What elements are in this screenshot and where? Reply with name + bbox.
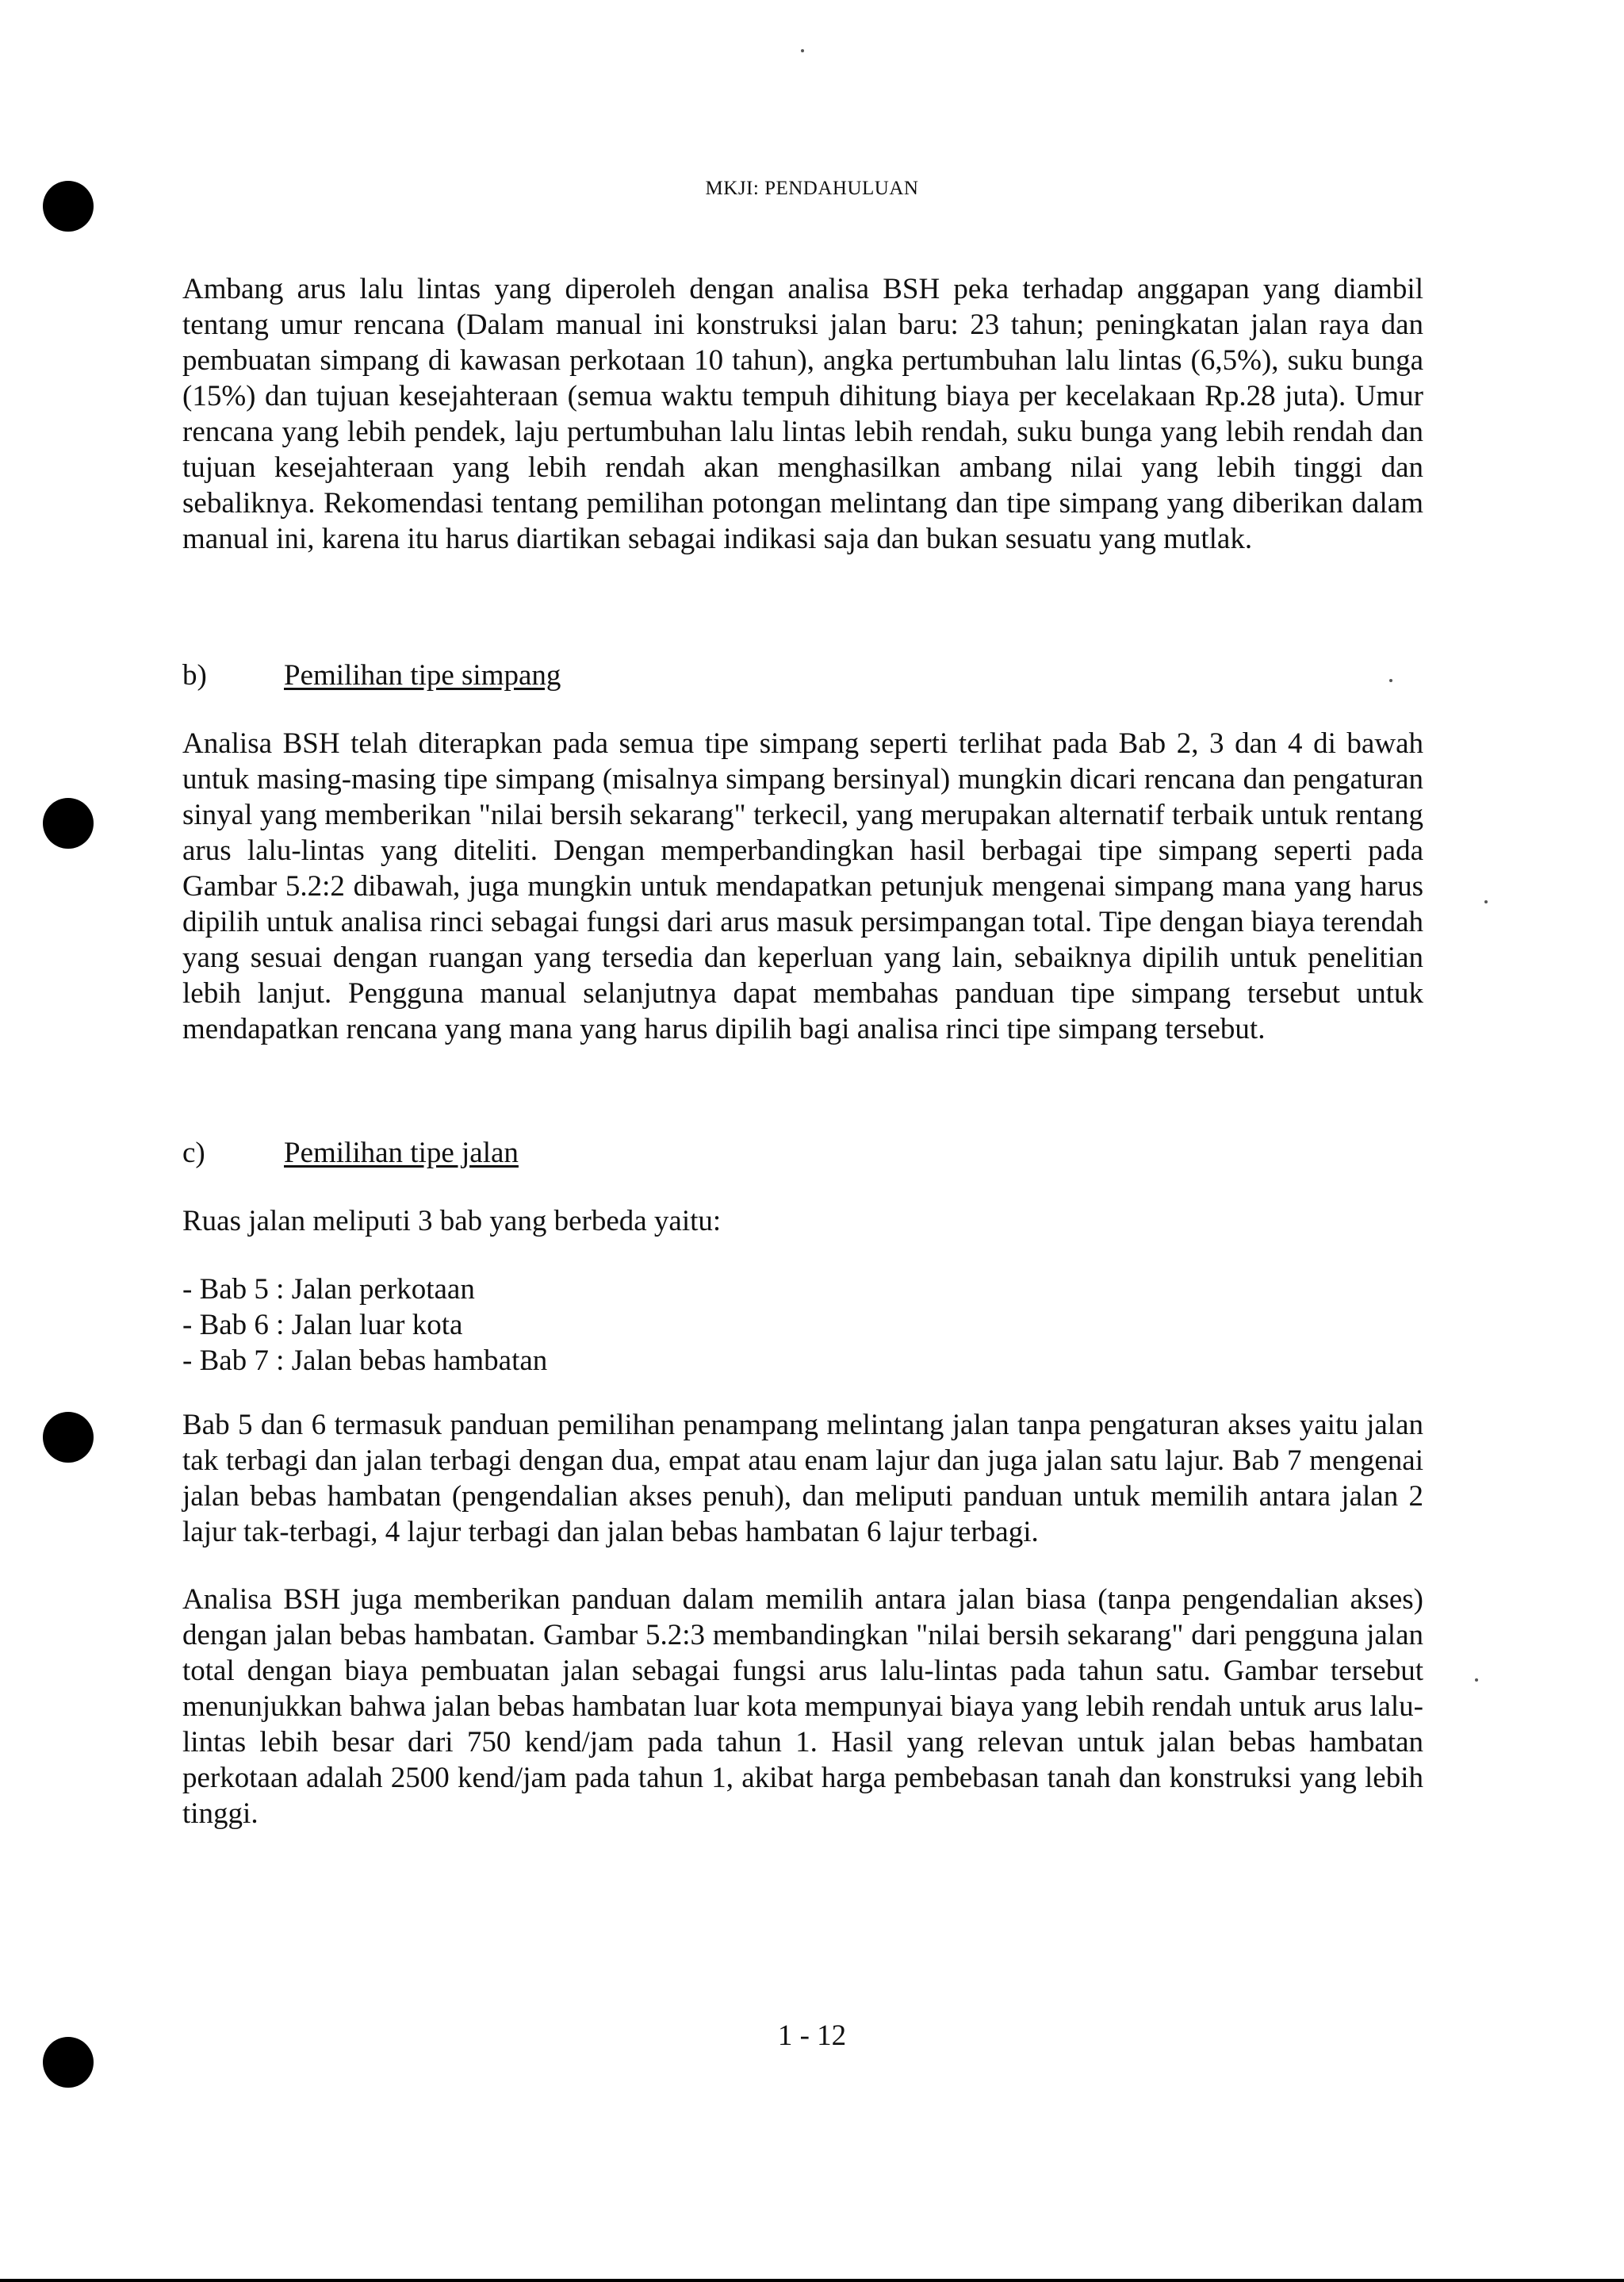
list-item: - Bab 5 : Jalan perkotaan (182, 1273, 475, 1306)
scan-speck (801, 49, 804, 52)
section-c-title: Pemilihan tipe jalan (284, 1137, 519, 1169)
punch-hole-mark (43, 1412, 94, 1463)
page-number: 1 - 12 (777, 2019, 847, 2052)
list-item: - Bab 7 : Jalan bebas hambatan (182, 1344, 548, 1377)
section-c-letter: c) (182, 1137, 205, 1169)
punch-hole-mark (43, 798, 94, 849)
scan-speck (1484, 900, 1488, 903)
running-header: MKJI: PENDAHULUAN (705, 178, 919, 199)
intro-paragraph: Ambang arus lalu lintas yang diperoleh dengan analisa BSH peka terhadap anggapan yang diambil tentang umur rencana (Dalam manual ini konstruksi jalan baru: 23 tahun; peningkatan jalan raya dan pembuatan simpang di kawasan perkotaan 10 tahun), angka pertumbuhan lalu lintas (6,5%), suku bunga (15%) dan tujuan kesejahteraan (semua waktu tempuh dihitung biaya per kecelakaan Rp.28 juta). Umur rencana yang lebih pendek, laju pertumbuhan lalu lintas lebih rendah, suku bunga yang lebih rendah dan tujuan kesejahteraan yang lebih rendah akan menghasilkan ambang nilai yang lebih tinggi dan sebaliknya. Rekomendasi tentang pemilihan potongan melintang dan tipe simpang yang diberikan dalam manual ini, karena itu harus diartikan sebagai indikasi saja dan bukan sesuatu yang mutlak. (182, 273, 1423, 555)
section-c-paragraph-1: Bab 5 dan 6 termasuk panduan pemilihan penampang melintang jalan tanpa pengaturan akses yaitu jalan tak terbagi dan jalan terbagi dengan dua, empat atau enam lajur dan juga jalan satu lajur. Bab 7 mengenai jalan bebas hambatan (pengendalian akses penuh), dan meliputi panduan untuk memilih antara jalan 2 lajur tak-terbagi, 4 lajur terbagi dan jalan bebas hambatan 6 lajur terbagi. (182, 1409, 1423, 1548)
chapter-list (182, 1271, 547, 1379)
section-b-title: Pemilihan tipe simpang (284, 659, 561, 692)
list-item: - Bab 6 : Jalan luar kota (182, 1309, 463, 1341)
section-c-heading (182, 1135, 519, 1171)
section-b-heading (182, 658, 561, 693)
scan-bottom-edge (0, 2279, 1624, 2282)
section-c-paragraph-2: Analisa BSH juga memberikan panduan dalam memilih antara jalan biasa (tanpa pengendalian akses) dengan jalan bebas hambatan. Gambar 5.2:3 membandingkan "nilai bersih sekarang" dari pengguna jalan total dengan biaya pembuatan jalan sebagai fungsi arus lalu-lintas pada tahun satu. Gambar tersebut menunjukkan bahwa jalan bebas hambatan luar kota mempunyai biaya yang lebih rendah untuk arus lalu-lintas lebih besar dari 750 kend/jam pada tahun 1. Hasil yang relevan untuk jalan bebas hambatan perkotaan adalah 2500 kend/jam pada tahun 1, akibat harga pembebasan tanah dan konstruksi yang lebih tinggi. (182, 1583, 1423, 1830)
section-b-letter: b) (182, 659, 207, 692)
section-c-lead: Ruas jalan meliputi 3 bab yang berbeda yaitu: (182, 1205, 722, 1237)
scan-speck (1389, 679, 1392, 682)
scan-speck (1475, 1678, 1478, 1682)
section-b-paragraph: Analisa BSH telah diterapkan pada semua tipe simpang seperti terlihat pada Bab 2, 3 dan 4 di bawah untuk masing-masing tipe simpang (misalnya simpang bersinyal) mungkin dicari rencana dan pengaturan sinyal yang memberikan "nilai bersih sekarang" terkecil, yang merupakan alternatif terbaik untuk rentang arus lalu-lintas yang diteliti. Dengan memperbandingkan hasil berbagai tipe simpang seperti pada Gambar 5.2:2 dibawah, juga mungkin untuk mendapatkan petunjuk mengenai simpang mana yang harus dipilih untuk analisa rinci sebagai fungsi dari arus masuk persimpangan total. Tipe dengan biaya terendah yang sesuai dengan ruangan yang tersedia dan keperluan yang lain, sebaiknya dipilih untuk penelitian lebih lanjut. Pengguna manual selanjutnya dapat membahas panduan tipe simpang tersebut untuk mendapatkan rencana yang mana yang harus dipilih bagi analisa rinci tipe simpang tersebut. (182, 727, 1423, 1045)
